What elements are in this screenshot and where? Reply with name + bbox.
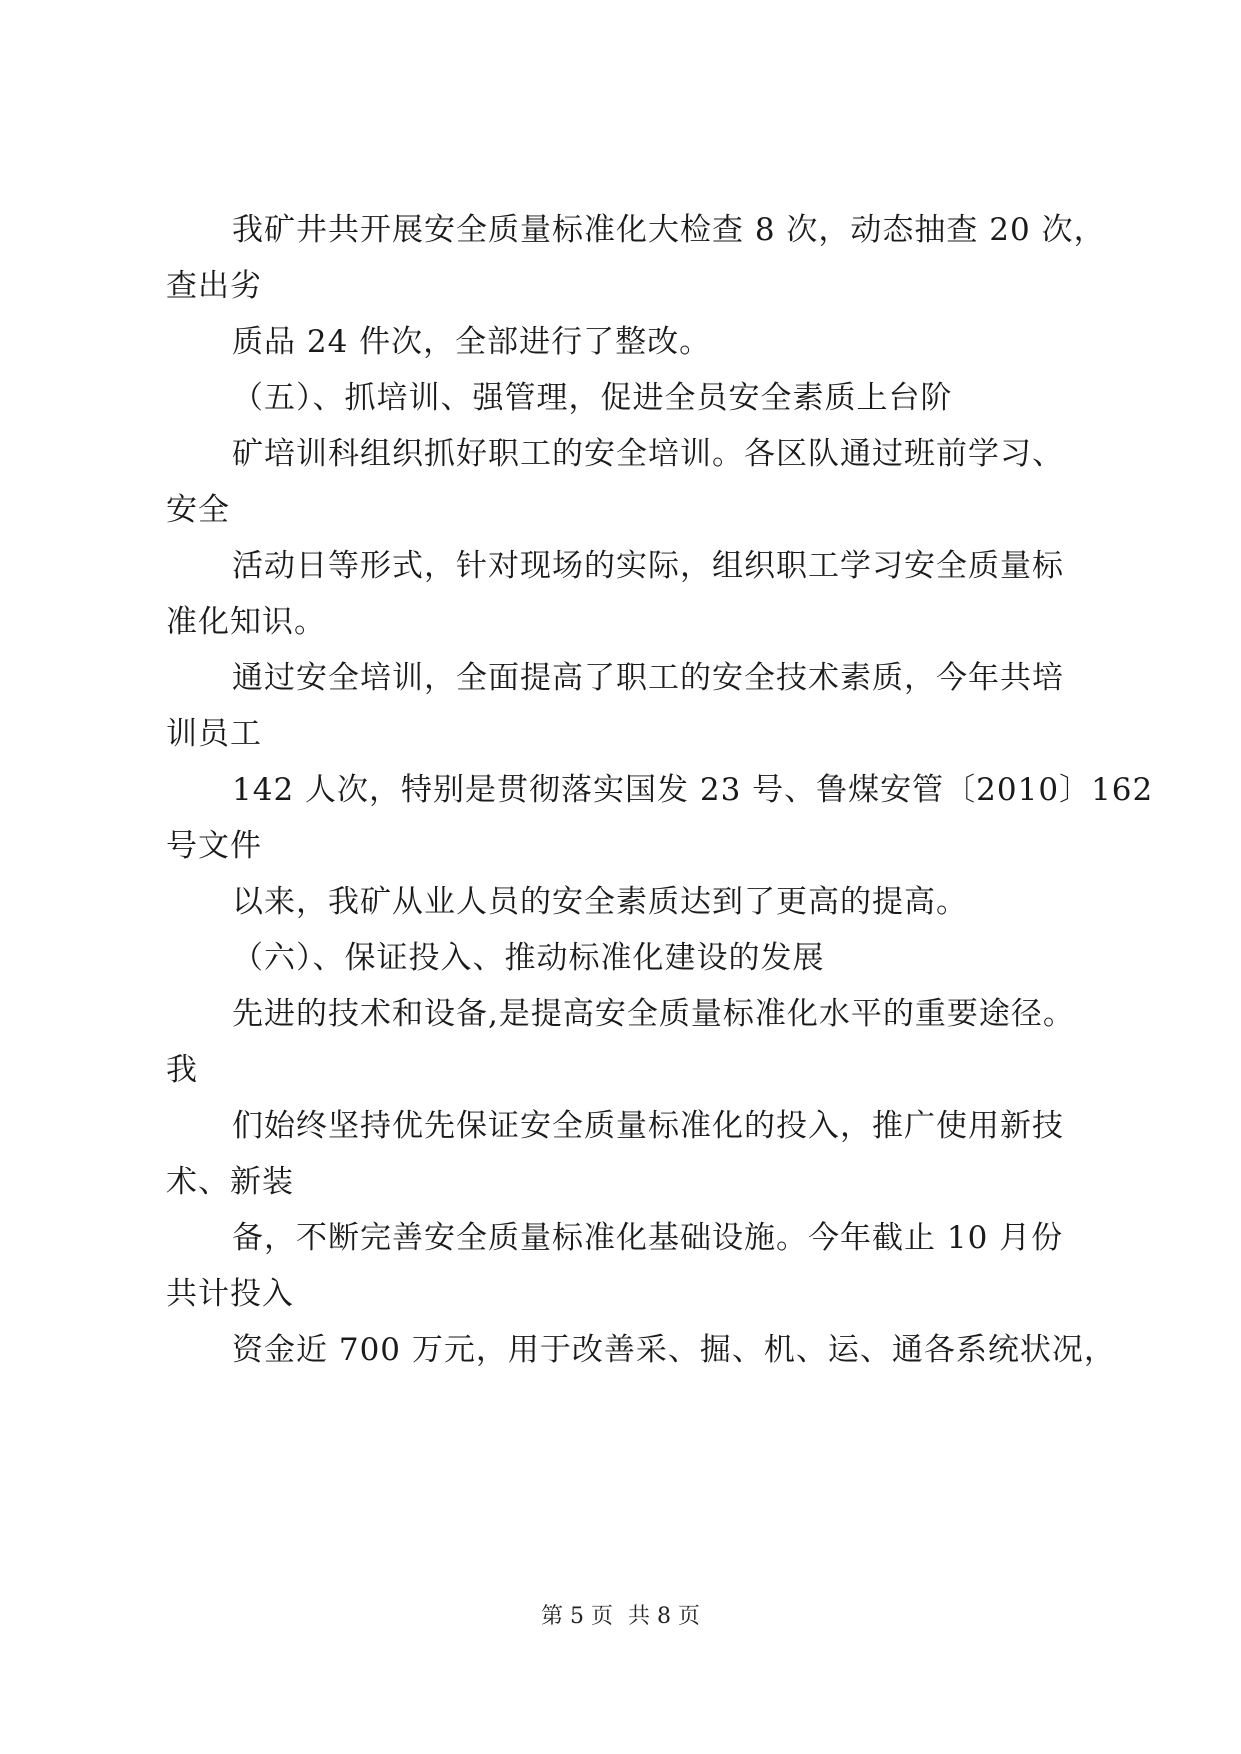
text-line-11: 142 人次，特别是贯彻落实国发 23 号、鲁煤安管〔2010〕162 xyxy=(232,772,1154,808)
text-line-5: 矿培训科组织抓好职工的安全培训。各区队通过班前学习、 xyxy=(232,436,1064,472)
page-number: 第 5 页 xyxy=(541,1604,613,1629)
text-line-13: 以来，我矿从业人员的安全素质达到了更高的提高。 xyxy=(232,884,968,920)
text-line-10: 训员工 xyxy=(166,716,262,752)
text-line-16: 我 xyxy=(166,1052,198,1088)
text-line-9: 通过安全培训，全面提高了职工的安全技术素质，今年共培 xyxy=(232,660,1064,696)
text-line-3: 质品 24 件次，全部进行了整改。 xyxy=(232,324,712,360)
text-line-6: 安全 xyxy=(166,492,230,528)
section-heading-6: （六）、保证投入、推动标准化建设的发展 xyxy=(232,940,825,976)
text-line-21: 资金近 700 万元，用于改善采、掘、机、运、通各系统状况， xyxy=(232,1332,1116,1368)
text-line-7: 活动日等形式，针对现场的实际，组织职工学习安全质量标 xyxy=(232,548,1064,584)
text-line-12: 号文件 xyxy=(166,828,262,864)
text-line-2: 查出劣 xyxy=(166,268,262,304)
section-heading-5: （五）、抓培训、强管理，促进全员安全素质上台阶 xyxy=(232,380,953,416)
text-line-8: 准化知识。 xyxy=(166,604,326,640)
page-total: 共 8 页 xyxy=(628,1604,700,1629)
text-line-19: 备，不断完善安全质量标准化基础设施。今年截止 10 月份 xyxy=(232,1220,1064,1256)
text-line-17: 们始终坚持优先保证安全质量标准化的投入，推广使用新技 xyxy=(232,1108,1064,1144)
text-line-18: 术、新装 xyxy=(166,1164,294,1200)
page-footer xyxy=(0,1602,1241,1632)
text-line-1: 我矿井共开展安全质量标准化大检查 8 次，动态抽查 20 次， xyxy=(232,212,1106,248)
text-line-15: 先进的技术和设备,是提高安全质量标准化水平的重要途径。 xyxy=(232,996,1075,1032)
text-line-20: 共计投入 xyxy=(166,1276,294,1312)
